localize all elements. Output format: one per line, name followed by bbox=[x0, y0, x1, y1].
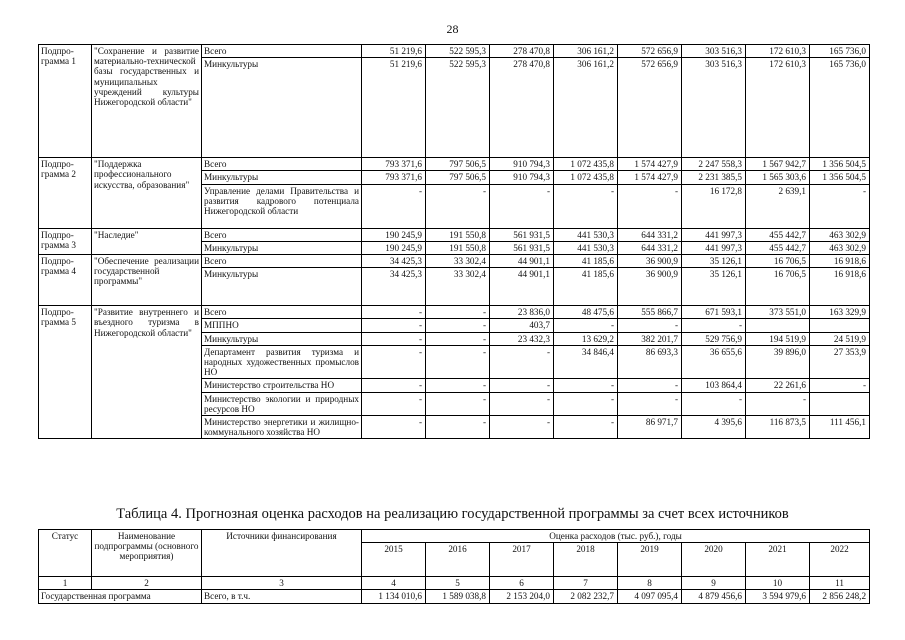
expense-value: 441 997,3 bbox=[682, 241, 746, 254]
expense-value: 1 565 303,6 bbox=[746, 171, 810, 184]
subprogram-name: "Поддержка профессионального искусства, образования" bbox=[92, 158, 202, 228]
expense-value: - bbox=[682, 392, 746, 415]
year-header: 2019 bbox=[618, 543, 682, 577]
expense-value: 23 432,3 bbox=[490, 332, 554, 345]
expense-value: 35 126,1 bbox=[682, 255, 746, 268]
expense-value: 2 231 385,5 bbox=[682, 171, 746, 184]
expense-value: - bbox=[746, 392, 810, 415]
expense-value: 1 072 435,8 bbox=[554, 158, 618, 171]
funding-source: Всего bbox=[202, 228, 362, 241]
expense-value: 572 656,9 bbox=[618, 45, 682, 58]
expense-value: - bbox=[490, 379, 554, 392]
expense-value: - bbox=[490, 392, 554, 415]
expense-value: - bbox=[426, 392, 490, 415]
expense-value: - bbox=[554, 416, 618, 439]
funding-source: Всего bbox=[202, 158, 362, 171]
expense-value: - bbox=[362, 319, 426, 332]
expense-value: 33 302,4 bbox=[426, 255, 490, 268]
header-row bbox=[39, 530, 870, 543]
expense-value: 22 261,6 bbox=[746, 379, 810, 392]
expense-value: 561 931,5 bbox=[490, 228, 554, 241]
expense-value: 103 864,4 bbox=[682, 379, 746, 392]
expense-value: 190 245,9 bbox=[362, 228, 426, 241]
program-total-value: 4 097 095,4 bbox=[618, 590, 682, 603]
funding-source: Министерство энергетики и жилищно-коммунального хозяйства НО bbox=[202, 416, 362, 439]
expense-value: 44 901,1 bbox=[490, 268, 554, 306]
subprogram-name: "Наследие" bbox=[92, 228, 202, 254]
expense-value: 27 353,9 bbox=[810, 345, 870, 379]
expense-value: 165 736,0 bbox=[810, 45, 870, 58]
expense-value: - bbox=[362, 345, 426, 379]
expense-value: 1 574 427,9 bbox=[618, 171, 682, 184]
expense-value: 41 185,6 bbox=[554, 255, 618, 268]
expense-value: 1 356 504,5 bbox=[810, 158, 870, 171]
program-total-value: 1 134 010,6 bbox=[362, 590, 426, 603]
year-header: 2016 bbox=[426, 543, 490, 577]
table-row bbox=[39, 255, 870, 268]
expense-value: 403,7 bbox=[490, 319, 554, 332]
expense-value: 793 371,6 bbox=[362, 158, 426, 171]
expense-value: 16 172,8 bbox=[682, 184, 746, 228]
expense-value: - bbox=[554, 392, 618, 415]
expense-value: 194 519,9 bbox=[746, 332, 810, 345]
expense-value: - bbox=[426, 184, 490, 228]
column-number: 10 bbox=[746, 577, 810, 590]
expense-value: 36 655,6 bbox=[682, 345, 746, 379]
expense-value: - bbox=[426, 306, 490, 319]
table-row bbox=[39, 228, 870, 241]
funding-source: Министерство экологии и природных ресурсов НО bbox=[202, 392, 362, 415]
column-number: 8 bbox=[618, 577, 682, 590]
expense-value: 34 425,3 bbox=[362, 255, 426, 268]
funding-source: Министерство строительства НО bbox=[202, 379, 362, 392]
expense-value: - bbox=[426, 332, 490, 345]
subprogram-funding-table bbox=[38, 44, 870, 439]
subprogram-name: "Обеспечение реализации государственной программы" bbox=[92, 255, 202, 306]
subprogram-status: Подпро-грамма 4 bbox=[39, 255, 92, 306]
expense-value: 1 356 504,5 bbox=[810, 171, 870, 184]
funding-source: Всего bbox=[202, 255, 362, 268]
column-number: 5 bbox=[426, 577, 490, 590]
funding-source: Минкультуры bbox=[202, 268, 362, 306]
funding-source: Всего bbox=[202, 45, 362, 58]
expense-value: 555 866,7 bbox=[618, 306, 682, 319]
table-4-caption: Таблица 4. Прогнозная оценка расходов на реализацию государственной программы за счет всех источников bbox=[116, 506, 789, 522]
expense-value: 441 530,3 bbox=[554, 241, 618, 254]
expense-value: 463 302,9 bbox=[810, 228, 870, 241]
funding-source: Департамент развития туризма и народных художественных промыслов НО bbox=[202, 345, 362, 379]
subprogram-status: Подпро-грамма 5 bbox=[39, 306, 92, 439]
expense-value: 163 329,9 bbox=[810, 306, 870, 319]
expense-value: 441 997,3 bbox=[682, 228, 746, 241]
header-name: Наименование подпрограммы (основного мероприятия) bbox=[92, 530, 202, 577]
expense-value: - bbox=[362, 379, 426, 392]
expense-value: 36 900,9 bbox=[618, 268, 682, 306]
expense-value: 51 219,6 bbox=[362, 45, 426, 58]
expense-value: - bbox=[810, 184, 870, 228]
column-number: 11 bbox=[810, 577, 870, 590]
expense-value: 522 595,3 bbox=[426, 58, 490, 158]
expense-value: - bbox=[618, 379, 682, 392]
expense-value: - bbox=[362, 416, 426, 439]
expense-value: - bbox=[490, 416, 554, 439]
expense-value: 306 161,2 bbox=[554, 45, 618, 58]
expense-value: 303 516,3 bbox=[682, 45, 746, 58]
header-sources: Источники финансирования bbox=[202, 530, 362, 577]
expense-value: 23 836,0 bbox=[490, 306, 554, 319]
expense-value: 34 846,4 bbox=[554, 345, 618, 379]
expense-value: 303 516,3 bbox=[682, 58, 746, 158]
expense-value: 910 794,3 bbox=[490, 171, 554, 184]
expense-value: - bbox=[426, 319, 490, 332]
expense-value: 48 475,6 bbox=[554, 306, 618, 319]
expense-value: 306 161,2 bbox=[554, 58, 618, 158]
expense-value: 1 574 427,9 bbox=[618, 158, 682, 171]
subprogram-name: "Развитие внутреннего и въездного туризма в Нижегородской области" bbox=[92, 306, 202, 439]
expense-value: 16 706,5 bbox=[746, 255, 810, 268]
year-header: 2020 bbox=[682, 543, 746, 577]
expense-value: 671 593,1 bbox=[682, 306, 746, 319]
expense-value: - bbox=[682, 319, 746, 332]
expense-value: 35 126,1 bbox=[682, 268, 746, 306]
table-row bbox=[39, 306, 870, 319]
funding-source: Всего bbox=[202, 306, 362, 319]
expense-value: - bbox=[426, 379, 490, 392]
year-header: 2022 bbox=[810, 543, 870, 577]
expense-value: 39 896,0 bbox=[746, 345, 810, 379]
expense-value: 86 971,7 bbox=[618, 416, 682, 439]
header-status: Статус bbox=[39, 530, 92, 577]
program-status: Государственная программа bbox=[39, 590, 202, 603]
expense-value: 2 247 558,3 bbox=[682, 158, 746, 171]
program-total-value: 3 594 979,6 bbox=[746, 590, 810, 603]
subprogram-status: Подпро-грамма 3 bbox=[39, 228, 92, 254]
expense-value: 16 918,6 bbox=[810, 268, 870, 306]
expense-value: 797 506,5 bbox=[426, 171, 490, 184]
expense-value: - bbox=[490, 184, 554, 228]
expense-value: 1 567 942,7 bbox=[746, 158, 810, 171]
program-source: Всего, в т.ч. bbox=[202, 590, 362, 603]
expense-value: 191 550,8 bbox=[426, 228, 490, 241]
program-total-value: 1 589 038,8 bbox=[426, 590, 490, 603]
expense-value: 172 610,3 bbox=[746, 58, 810, 158]
expense-value: 24 519,9 bbox=[810, 332, 870, 345]
expense-value: 86 693,3 bbox=[618, 345, 682, 379]
expense-value: - bbox=[490, 345, 554, 379]
expense-value: - bbox=[810, 379, 870, 392]
funding-source: Минкультуры bbox=[202, 332, 362, 345]
expense-value: - bbox=[554, 184, 618, 228]
year-header: 2021 bbox=[746, 543, 810, 577]
expense-value: - bbox=[618, 392, 682, 415]
expense-value: 910 794,3 bbox=[490, 158, 554, 171]
funding-source: Минкультуры bbox=[202, 171, 362, 184]
program-total-value: 4 879 456,6 bbox=[682, 590, 746, 603]
expense-value: - bbox=[426, 345, 490, 379]
expense-value: 191 550,8 bbox=[426, 241, 490, 254]
expense-value: 797 506,5 bbox=[426, 158, 490, 171]
expense-value: - bbox=[426, 416, 490, 439]
expense-value: 572 656,9 bbox=[618, 58, 682, 158]
expense-value: 111 456,1 bbox=[810, 416, 870, 439]
expense-value bbox=[746, 319, 810, 332]
expense-value bbox=[810, 392, 870, 415]
expense-value: 36 900,9 bbox=[618, 255, 682, 268]
expense-value: 463 302,9 bbox=[810, 241, 870, 254]
expense-value: 16 918,6 bbox=[810, 255, 870, 268]
expense-value: 16 706,5 bbox=[746, 268, 810, 306]
subprogram-status: Подпро-грамма 2 bbox=[39, 158, 92, 228]
table-row bbox=[39, 158, 870, 171]
funding-source: Минкультуры bbox=[202, 241, 362, 254]
column-number: 4 bbox=[362, 577, 426, 590]
expense-value: 190 245,9 bbox=[362, 241, 426, 254]
expense-value: 644 331,2 bbox=[618, 228, 682, 241]
expense-value: 455 442,7 bbox=[746, 241, 810, 254]
funding-source: Минкультуры bbox=[202, 58, 362, 158]
expense-value: 116 873,5 bbox=[746, 416, 810, 439]
expense-value: 278 470,8 bbox=[490, 58, 554, 158]
header-costs: Оценка расходов (тыс. руб.), годы bbox=[362, 530, 870, 543]
expense-value: - bbox=[362, 332, 426, 345]
year-header: 2017 bbox=[490, 543, 554, 577]
column-number: 9 bbox=[682, 577, 746, 590]
expense-value: 33 302,4 bbox=[426, 268, 490, 306]
page-number: 28 bbox=[446, 22, 459, 36]
expense-value: 13 629,2 bbox=[554, 332, 618, 345]
subprogram-table-body bbox=[39, 45, 870, 439]
expense-value: 793 371,6 bbox=[362, 171, 426, 184]
expense-value: 41 185,6 bbox=[554, 268, 618, 306]
expense-value bbox=[810, 319, 870, 332]
program-total-value: 2 856 248,2 bbox=[810, 590, 870, 603]
expense-value: - bbox=[554, 319, 618, 332]
expense-value: 44 901,1 bbox=[490, 255, 554, 268]
program-total-value: 2 153 204,0 bbox=[490, 590, 554, 603]
column-number: 2 bbox=[92, 577, 202, 590]
expense-value: 529 756,9 bbox=[682, 332, 746, 345]
forecast-costs-table bbox=[38, 529, 870, 604]
subprogram-status: Подпро-грамма 1 bbox=[39, 45, 92, 158]
funding-source: Управление делами Правительства и развития кадрового потенциала Нижегородской области bbox=[202, 184, 362, 228]
expense-value: 4 395,6 bbox=[682, 416, 746, 439]
expense-value: 373 551,0 bbox=[746, 306, 810, 319]
expense-value: - bbox=[362, 184, 426, 228]
column-number: 3 bbox=[202, 577, 362, 590]
table-row bbox=[39, 45, 870, 58]
program-total-value: 2 082 232,7 bbox=[554, 590, 618, 603]
expense-value: 644 331,2 bbox=[618, 241, 682, 254]
expense-value: 172 610,3 bbox=[746, 45, 810, 58]
expense-value: - bbox=[362, 306, 426, 319]
year-header: 2018 bbox=[554, 543, 618, 577]
table-row bbox=[39, 590, 870, 603]
expense-value: 34 425,3 bbox=[362, 268, 426, 306]
column-number: 7 bbox=[554, 577, 618, 590]
expense-value: 561 931,5 bbox=[490, 241, 554, 254]
expense-value: - bbox=[618, 319, 682, 332]
expense-value: 1 072 435,8 bbox=[554, 171, 618, 184]
column-number: 6 bbox=[490, 577, 554, 590]
expense-value: 455 442,7 bbox=[746, 228, 810, 241]
expense-value: 51 219,6 bbox=[362, 58, 426, 158]
column-numbers-row bbox=[39, 577, 870, 590]
funding-source: МППНО bbox=[202, 319, 362, 332]
expense-value: 165 736,0 bbox=[810, 58, 870, 158]
expense-value: 522 595,3 bbox=[426, 45, 490, 58]
expense-value: 278 470,8 bbox=[490, 45, 554, 58]
expense-value: - bbox=[618, 184, 682, 228]
expense-value: 441 530,3 bbox=[554, 228, 618, 241]
expense-value: - bbox=[554, 379, 618, 392]
expense-value: 2 639,1 bbox=[746, 184, 810, 228]
expense-value: 382 201,7 bbox=[618, 332, 682, 345]
subprogram-name: "Сохранение и развитие материально-технической базы государственных и муниципальных учреждений культуры Нижегородской области" bbox=[92, 45, 202, 158]
year-header: 2015 bbox=[362, 543, 426, 577]
expense-value: - bbox=[362, 392, 426, 415]
column-number: 1 bbox=[39, 577, 92, 590]
